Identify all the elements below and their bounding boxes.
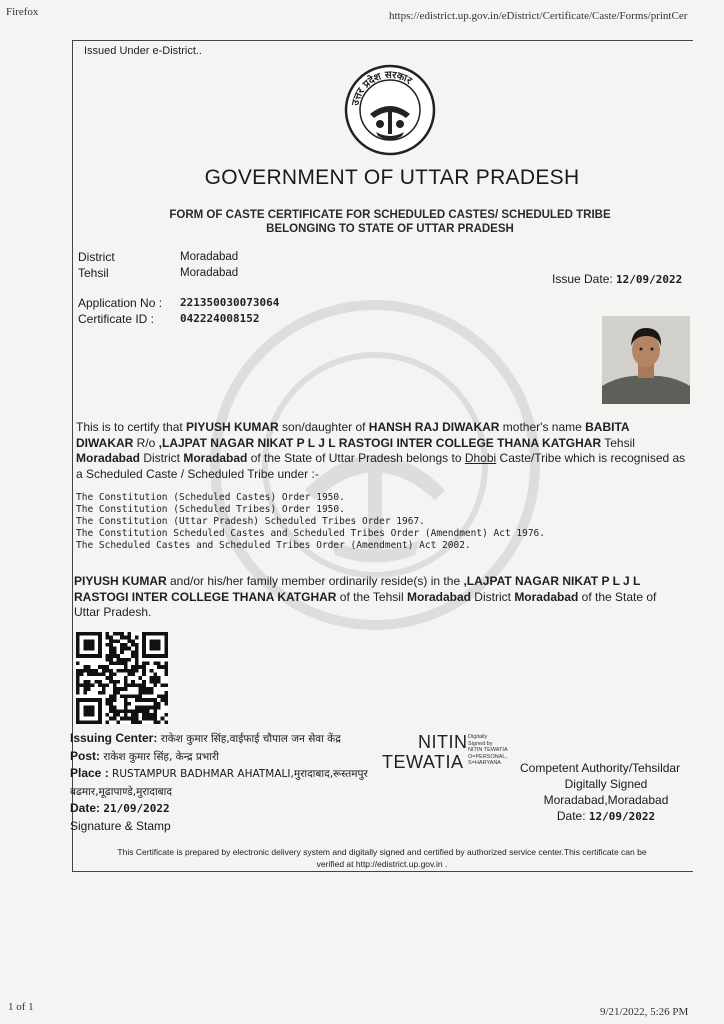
digital-signature[interactable]	[382, 732, 522, 776]
list-item: The Constitution (Uttar Pradesh) Scheduled Tribes Order 1967.	[76, 516, 425, 527]
district-value: Moradabad	[180, 251, 239, 263]
post-label: Post:	[70, 748, 100, 763]
subtitle-line-1: FORM OF CASTE CERTIFICATE FOR SCHEDULED CASTES/ SCHEDULED TRIBE	[169, 209, 611, 221]
issuing-center-value: राकेश कुमार सिंह,वाईफाई चौपाल जन सेवा केंद्र	[160, 733, 341, 745]
father-name: HANSH RAJ DIWAKAR	[368, 420, 500, 434]
authority-date-value: 12/09/2022	[588, 810, 656, 823]
print-timestamp: 9/21/2022, 5:26 PM	[600, 1006, 689, 1018]
signature-details: Digitally Signed by NITIN TEWATIA O=PERSONAL, S=HARYANA	[468, 734, 508, 766]
tehsil-label: Tehsil	[78, 266, 109, 280]
page-url[interactable]: https://edistrict.up.gov.in/eDistrict/Certificate/Caste/Forms/printCer	[389, 10, 688, 22]
issued-under: Issued Under e-District..	[84, 45, 202, 57]
date-value: 21/09/2022	[103, 802, 170, 815]
list-item: The Constitution Scheduled Castes and Scheduled Tribes Order (Amendment) Act 1976.	[76, 528, 545, 539]
competent-authority	[520, 760, 692, 825]
issue-date-value: 12/09/2022	[616, 273, 683, 286]
qr-code[interactable]	[76, 632, 168, 724]
issuing-center-block	[70, 730, 390, 834]
applicant-name: PIYUSH KUMAR	[186, 420, 279, 434]
issuing-center-label: Issuing Center:	[70, 731, 158, 745]
footer-note: This Certificate is prepared by electronic delivery system and digitally signed and certified by authorized service center.This certificate can be verified at http://edistrict.up.gov.in .	[117, 847, 647, 869]
authority-title: Competent Authority/Tehsildar	[520, 761, 681, 775]
list-item: The Constitution (Scheduled Tribes) Order 1950.	[76, 504, 345, 515]
subtitle-line-2: BELONGING TO STATE OF UTTAR PRADESH	[266, 223, 514, 235]
certificate-id-label: Certificate ID :	[78, 312, 155, 326]
certificate-id-value: 042224008152	[180, 312, 260, 325]
tehsil-value: Moradabad	[180, 267, 239, 279]
page-count: 1 of 1	[8, 1001, 34, 1013]
caste-value: Dhobi	[464, 451, 497, 465]
signature-stamp-label: Signature & Stamp	[70, 818, 171, 833]
browser-app-name: Firefox	[6, 6, 39, 18]
signer-name-line2: TEWATIA	[382, 752, 464, 772]
place-label: Place :	[70, 766, 109, 780]
issue-date	[552, 272, 682, 286]
authority-date-label: Date:	[556, 809, 586, 823]
mother-name: BABITA DIWAKAR	[76, 420, 630, 450]
list-item: The Constitution (Scheduled Castes) Order 1950.	[76, 492, 345, 503]
certify-paragraph: This is to certify that PIYUSH KUMAR son/daughter of HANSH RAJ DIWAKAR mother's name BABITA DIWAKAR R/o ,LAJPAT NAGAR NIKAT P L J L RASTOGI INTER COLLEGE THANA KATGHAR Tehsil Moradabad District Moradabad of the State of Uttar Pradesh belongs to Dhobi Caste/Tribe which is recognised as a Scheduled Caste / Scheduled Tribe under :-	[76, 420, 686, 481]
address: ,LAJPAT NAGAR NIKAT P L J L RASTOGI INTER COLLEGE THANA KATGHAR	[158, 435, 602, 450]
up-emblem-icon	[344, 64, 436, 156]
application-no-label: Application No :	[78, 296, 163, 310]
date-label: Date:	[70, 801, 101, 815]
authority-signed: Digitally Signed	[564, 777, 648, 791]
list-item: The Scheduled Castes and Scheduled Tribes Order (Amendment) Act 2002.	[76, 540, 471, 551]
applicant-photo	[602, 316, 690, 404]
orders-list	[76, 492, 636, 552]
application-no-value: 221350030073064	[180, 296, 280, 309]
svg-text:उत्तर प्रदेश सरकार: उत्तर प्रदेश सरकार	[350, 69, 414, 107]
post-value: राकेश कुमार सिंह, केन्द्र प्रभारी	[103, 750, 219, 763]
residence-paragraph: PIYUSH KUMAR and/or his/her family member ordinarily reside(s) in the ,LAJPAT NAGAR NIKAT P L J L RASTOGI INTER COLLEGE THANA KATGHAR of the Tehsil Moradabad District Moradabad of the State of Uttar Pradesh.	[74, 574, 657, 619]
place-value: RUSTAMPUR BADHMAR AHATMALI,मुरादाबाद,रूस्तमपुर बढमार,मूढापाण्डे,मुरादाबाद	[70, 768, 368, 798]
certificate-subtitle	[100, 208, 680, 236]
district-label: District	[78, 250, 115, 264]
authority-location: Moradabad,Moradabad	[543, 793, 669, 807]
page-title: GOVERNMENT OF UTTAR PRADESH	[204, 166, 580, 189]
issue-date-label: Issue Date:	[552, 272, 613, 286]
signer-name-line1: NITIN	[418, 732, 468, 752]
